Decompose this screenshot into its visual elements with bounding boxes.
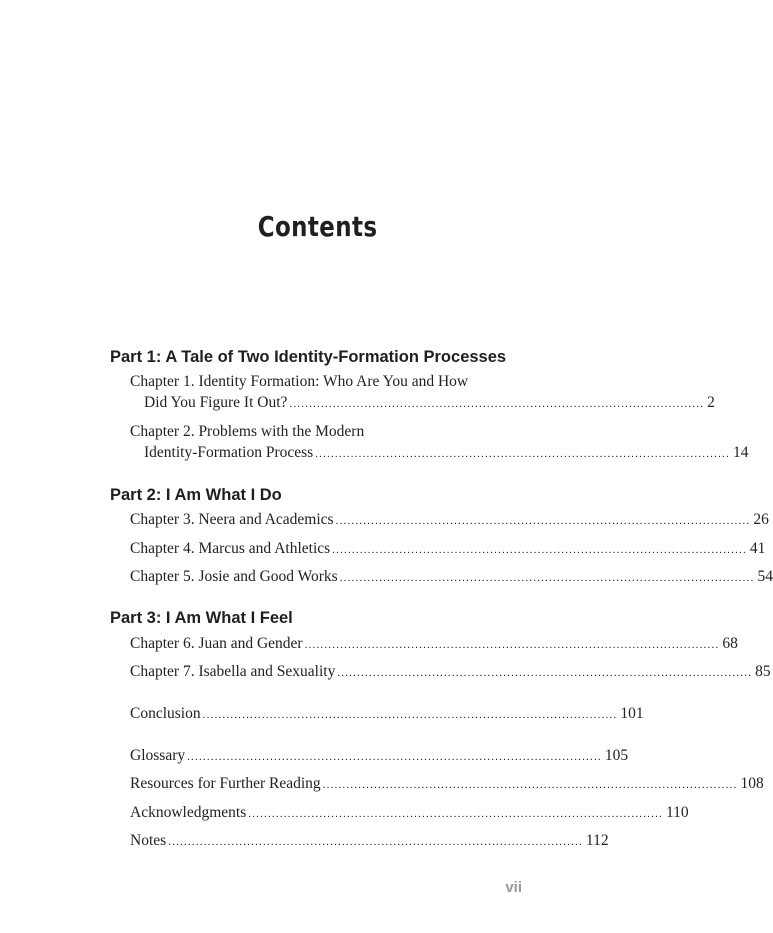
chapter-7-page-number: 85 <box>755 663 771 680</box>
dot-leader: ......................................................................................................... <box>187 751 602 763</box>
chapter-1-title-line-1: Chapter 1. Identity Formation: Who Are You and How <box>130 373 469 390</box>
chapter-5-title: Chapter 5. Josie and Good Works <box>130 568 338 585</box>
toc-entry-chapter-1[interactable] <box>130 373 715 412</box>
chapter-6-page-number: 68 <box>722 635 738 652</box>
part-3-heading: Part 3: I Am What I Feel <box>110 609 293 627</box>
toc-entry-resources[interactable] <box>130 775 764 793</box>
notes-page-number: 112 <box>585 832 609 849</box>
page-folio: vii <box>505 879 522 896</box>
dot-leader: ......................................................................................................... <box>339 572 755 584</box>
conclusion-page-number: 101 <box>620 705 644 722</box>
dot-leader: ......................................................................................................... <box>168 836 583 848</box>
acknowledgments-title: Acknowledgments <box>130 804 247 821</box>
toc-entry-conclusion[interactable] <box>130 705 644 723</box>
dot-leader: ......................................................................................................... <box>322 779 738 791</box>
notes-title: Notes <box>130 832 167 849</box>
toc-entry-chapter-6[interactable] <box>130 635 738 653</box>
glossary-title: Glossary <box>130 747 186 764</box>
dot-leader: ......................................................................................................... <box>335 515 751 527</box>
glossary-page-number: 105 <box>604 747 629 764</box>
chapter-4-title: Chapter 4. Marcus and Athletics <box>130 540 331 557</box>
toc-entry-chapter-5[interactable] <box>130 568 773 586</box>
dot-leader: ......................................................................................................... <box>202 709 618 721</box>
chapter-1-page-number: 2 <box>707 394 715 411</box>
resources-title: Resources for Further Reading <box>130 775 321 792</box>
toc-entry-chapter-2[interactable] <box>130 423 749 462</box>
chapter-6-title: Chapter 6. Juan and Gender <box>130 635 303 652</box>
chapter-3-page-number: 26 <box>753 511 769 528</box>
page-title: Contents <box>257 210 378 243</box>
dot-leader: ......................................................................................................... <box>332 544 747 556</box>
part-1-heading: Part 1: A Tale of Two Identity-Formation Processes <box>110 348 507 366</box>
part-2-heading: Part 2: I Am What I Do <box>110 486 282 504</box>
conclusion-title: Conclusion <box>130 705 201 722</box>
dot-leader: ......................................................................................................... <box>337 667 753 679</box>
acknowledgments-page-number: 110 <box>665 804 689 821</box>
chapter-5-page-number: 54 <box>757 568 773 585</box>
toc-entry-glossary[interactable] <box>130 747 629 765</box>
toc-entry-chapter-3[interactable] <box>130 511 769 529</box>
chapter-4-page-number: 41 <box>749 540 766 557</box>
dot-leader: ......................................................................................................... <box>304 639 720 651</box>
toc-entry-chapter-7[interactable] <box>130 663 771 681</box>
toc-entry-chapter-4[interactable] <box>130 540 766 558</box>
dot-leader: ......................................................................................................... <box>289 398 705 410</box>
resources-page-number: 108 <box>740 775 764 792</box>
dot-leader: ......................................................................................................... <box>315 448 730 460</box>
toc-entry-acknowledgments[interactable] <box>130 804 689 822</box>
chapter-2-title-line-2: Identity-Formation Process <box>144 444 314 461</box>
toc-entry-notes[interactable] <box>130 832 609 850</box>
chapter-2-title-line-1: Chapter 2. Problems with the Modern <box>130 423 365 440</box>
chapter-1-title-line-2: Did You Figure It Out? <box>144 394 288 411</box>
chapter-7-title: Chapter 7. Isabella and Sexuality <box>130 663 336 680</box>
chapter-2-page-number: 14 <box>732 444 749 461</box>
chapter-3-title: Chapter 3. Neera and Academics <box>130 511 334 528</box>
dot-leader: ......................................................................................................... <box>248 808 663 820</box>
